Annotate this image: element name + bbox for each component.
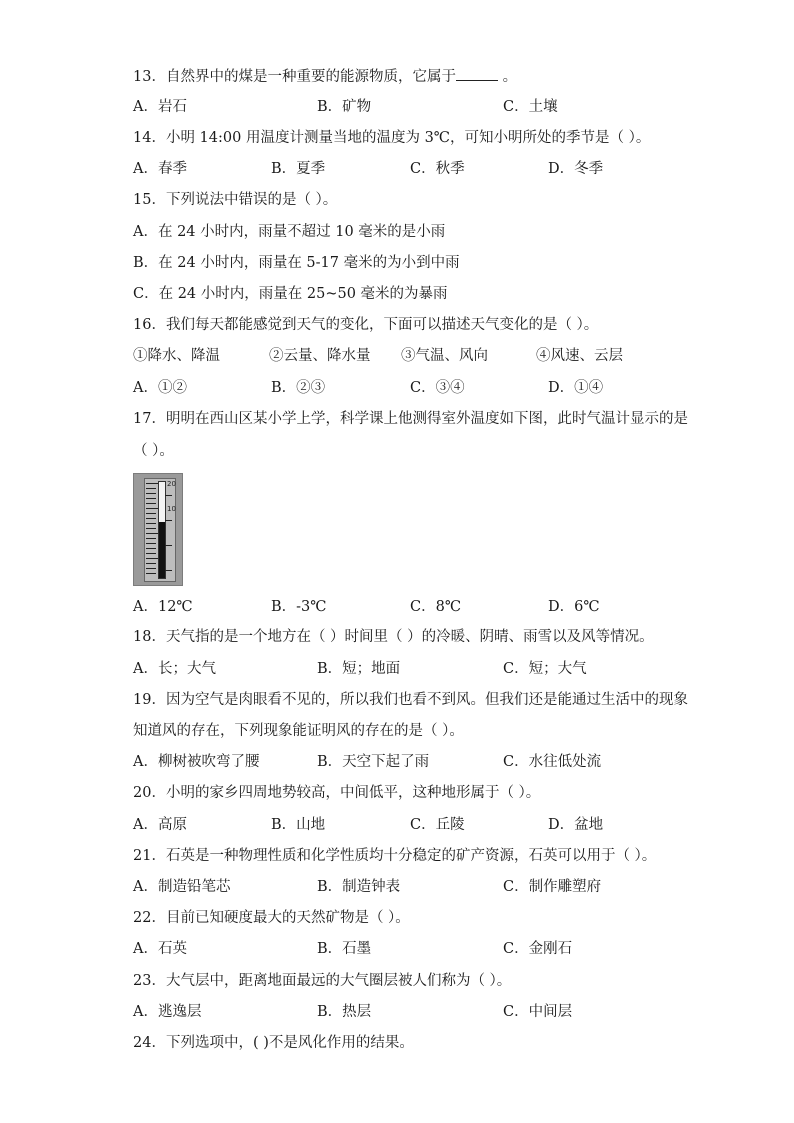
option-b[interactable]: B．制造钟表 [317,879,401,895]
scale-tick [146,553,156,554]
option-a[interactable]: A．12℃ [133,599,193,615]
scale-tick [146,518,156,519]
option-c[interactable]: C．中间层 [503,1004,573,1020]
option-b[interactable]: B．短；地面 [317,661,401,677]
scale-label: 20 [167,480,176,488]
question-14-stem: 14．小明 14:00 用温度计测量当地的温度为 3℃，可知小明所处的季节是（ ）。 [133,130,651,146]
question-16-stem: 16．我们每天都能感觉到天气的变化，下面可以描述天气变化的是（ ）。 [133,317,599,333]
option-b[interactable]: B．矿物 [317,99,372,115]
option-b[interactable]: B．-3℃ [271,599,327,615]
option-a[interactable]: A．长；大气 [133,661,216,677]
option-d[interactable]: D．6℃ [548,599,600,615]
option-d[interactable]: D．冬季 [548,161,604,177]
question-17-stem-continued: （ ）。 [133,443,174,459]
option-b[interactable]: B．夏季 [271,161,326,177]
option-c[interactable]: C．土壤 [503,99,558,115]
option-c[interactable]: C．丘陵 [410,817,465,833]
scale-tick [146,488,156,489]
scale-tick [146,538,156,539]
statement-item: ②云量、降水量 [269,348,371,364]
scale-tick [146,493,156,494]
scale-tick [146,543,156,544]
option-a[interactable]: A．①② [133,380,187,396]
scale-tick [165,495,172,496]
question-21-stem: 21．石英是一种物理性质和化学性质均十分稳定的矿产资源，石英可以用于（ ）。 [133,848,657,864]
option-a[interactable]: A．石英 [133,941,187,957]
scale-tick [146,528,156,529]
option-b[interactable]: B．在 24 小时内，雨量在 5-17 毫米的为小到中雨 [133,255,460,271]
question-18-stem: 18．天气指的是一个地方在（ ）时间里（ ）的冷暖、阴晴、雨雪以及风等情况。 [133,629,654,645]
option-a[interactable]: A．柳树被吹弯了腰 [133,754,260,770]
scale-tick [146,503,156,504]
option-b[interactable]: B．天空下起了雨 [317,754,430,770]
option-c[interactable]: C．水往低处流 [503,754,602,770]
option-c[interactable]: C．在 24 小时内，雨量在 25~50 毫米的为暴雨 [133,286,448,302]
scale-label: 10 [167,505,176,513]
option-b[interactable]: B．②③ [271,380,326,396]
option-b[interactable]: B．山地 [271,817,326,833]
scale-tick [146,508,158,509]
option-a[interactable]: A．岩石 [133,99,187,115]
statement-item: ①降水、降温 [133,348,220,364]
scale-tick [146,573,156,574]
question-17-stem: 17．明明在西山区某小学上学，科学课上他测得室外温度如下图，此时气温计显示的是 [133,411,688,427]
option-c[interactable]: C．③④ [410,380,465,396]
scale-tick [146,483,158,484]
scale-tick [165,545,172,546]
scale-tick [165,570,172,571]
question-13-stem: 13．自然界中的煤是一种重要的能源物质，它属于 。 [133,66,754,87]
question-20-stem: 20．小明的家乡四周地势较高，中间低平，这种地形属于（ ）。 [133,785,541,801]
answer-blank [456,66,498,81]
question-19-stem-continued: 知道风的存在，下列现象能证明风的存在的是（ ）。 [133,723,464,739]
option-c[interactable]: C．金刚石 [503,941,573,957]
question-15-stem: 15．下列说法中错误的是（ ）。 [133,192,338,208]
option-a[interactable]: A．在 24 小时内，雨量不超过 10 毫米的是小雨 [133,224,446,240]
scale-tick [146,548,156,549]
scale-tick [146,558,158,559]
scale-tick [146,498,156,499]
option-b[interactable]: B．石墨 [317,941,372,957]
scale-tick [165,520,172,521]
option-c[interactable]: C．秋季 [410,161,465,177]
scale-tick [146,513,156,514]
option-d[interactable]: D．①④ [548,380,604,396]
option-a[interactable]: A．春季 [133,161,187,177]
scale-tick [146,533,158,534]
question-19-stem: 19．因为空气是肉眼看不见的，所以我们也看不到风。但我们还是能通过生活中的现象 [133,692,688,708]
option-d[interactable]: D．盆地 [548,817,604,833]
option-a[interactable]: A．高原 [133,817,187,833]
option-a[interactable]: A．制造铅笔芯 [133,879,231,895]
option-c[interactable]: C．短；大气 [503,661,587,677]
question-23-stem: 23．大气层中，距离地面最远的大气圈层被人们称为（ ）。 [133,973,512,989]
statement-item: ④风速、云层 [536,348,623,364]
option-a[interactable]: A．逃逸层 [133,1004,202,1020]
scale-tick [146,523,156,524]
statement-item: ③气温、风向 [401,348,488,364]
scale-tick [146,563,156,564]
scale-tick [146,568,156,569]
option-c[interactable]: C．制作雕塑府 [503,879,602,895]
option-c[interactable]: C．8℃ [410,599,462,615]
question-24-stem: 24．下列选项中，( )不是风化作用的结果。 [133,1035,414,1051]
thermometer-scale-panel [144,478,176,582]
thermometer-figure [133,473,183,586]
question-22-stem: 22．目前已知硬度最大的天然矿物是（ ）。 [133,910,410,926]
option-b[interactable]: B．热层 [317,1004,372,1020]
